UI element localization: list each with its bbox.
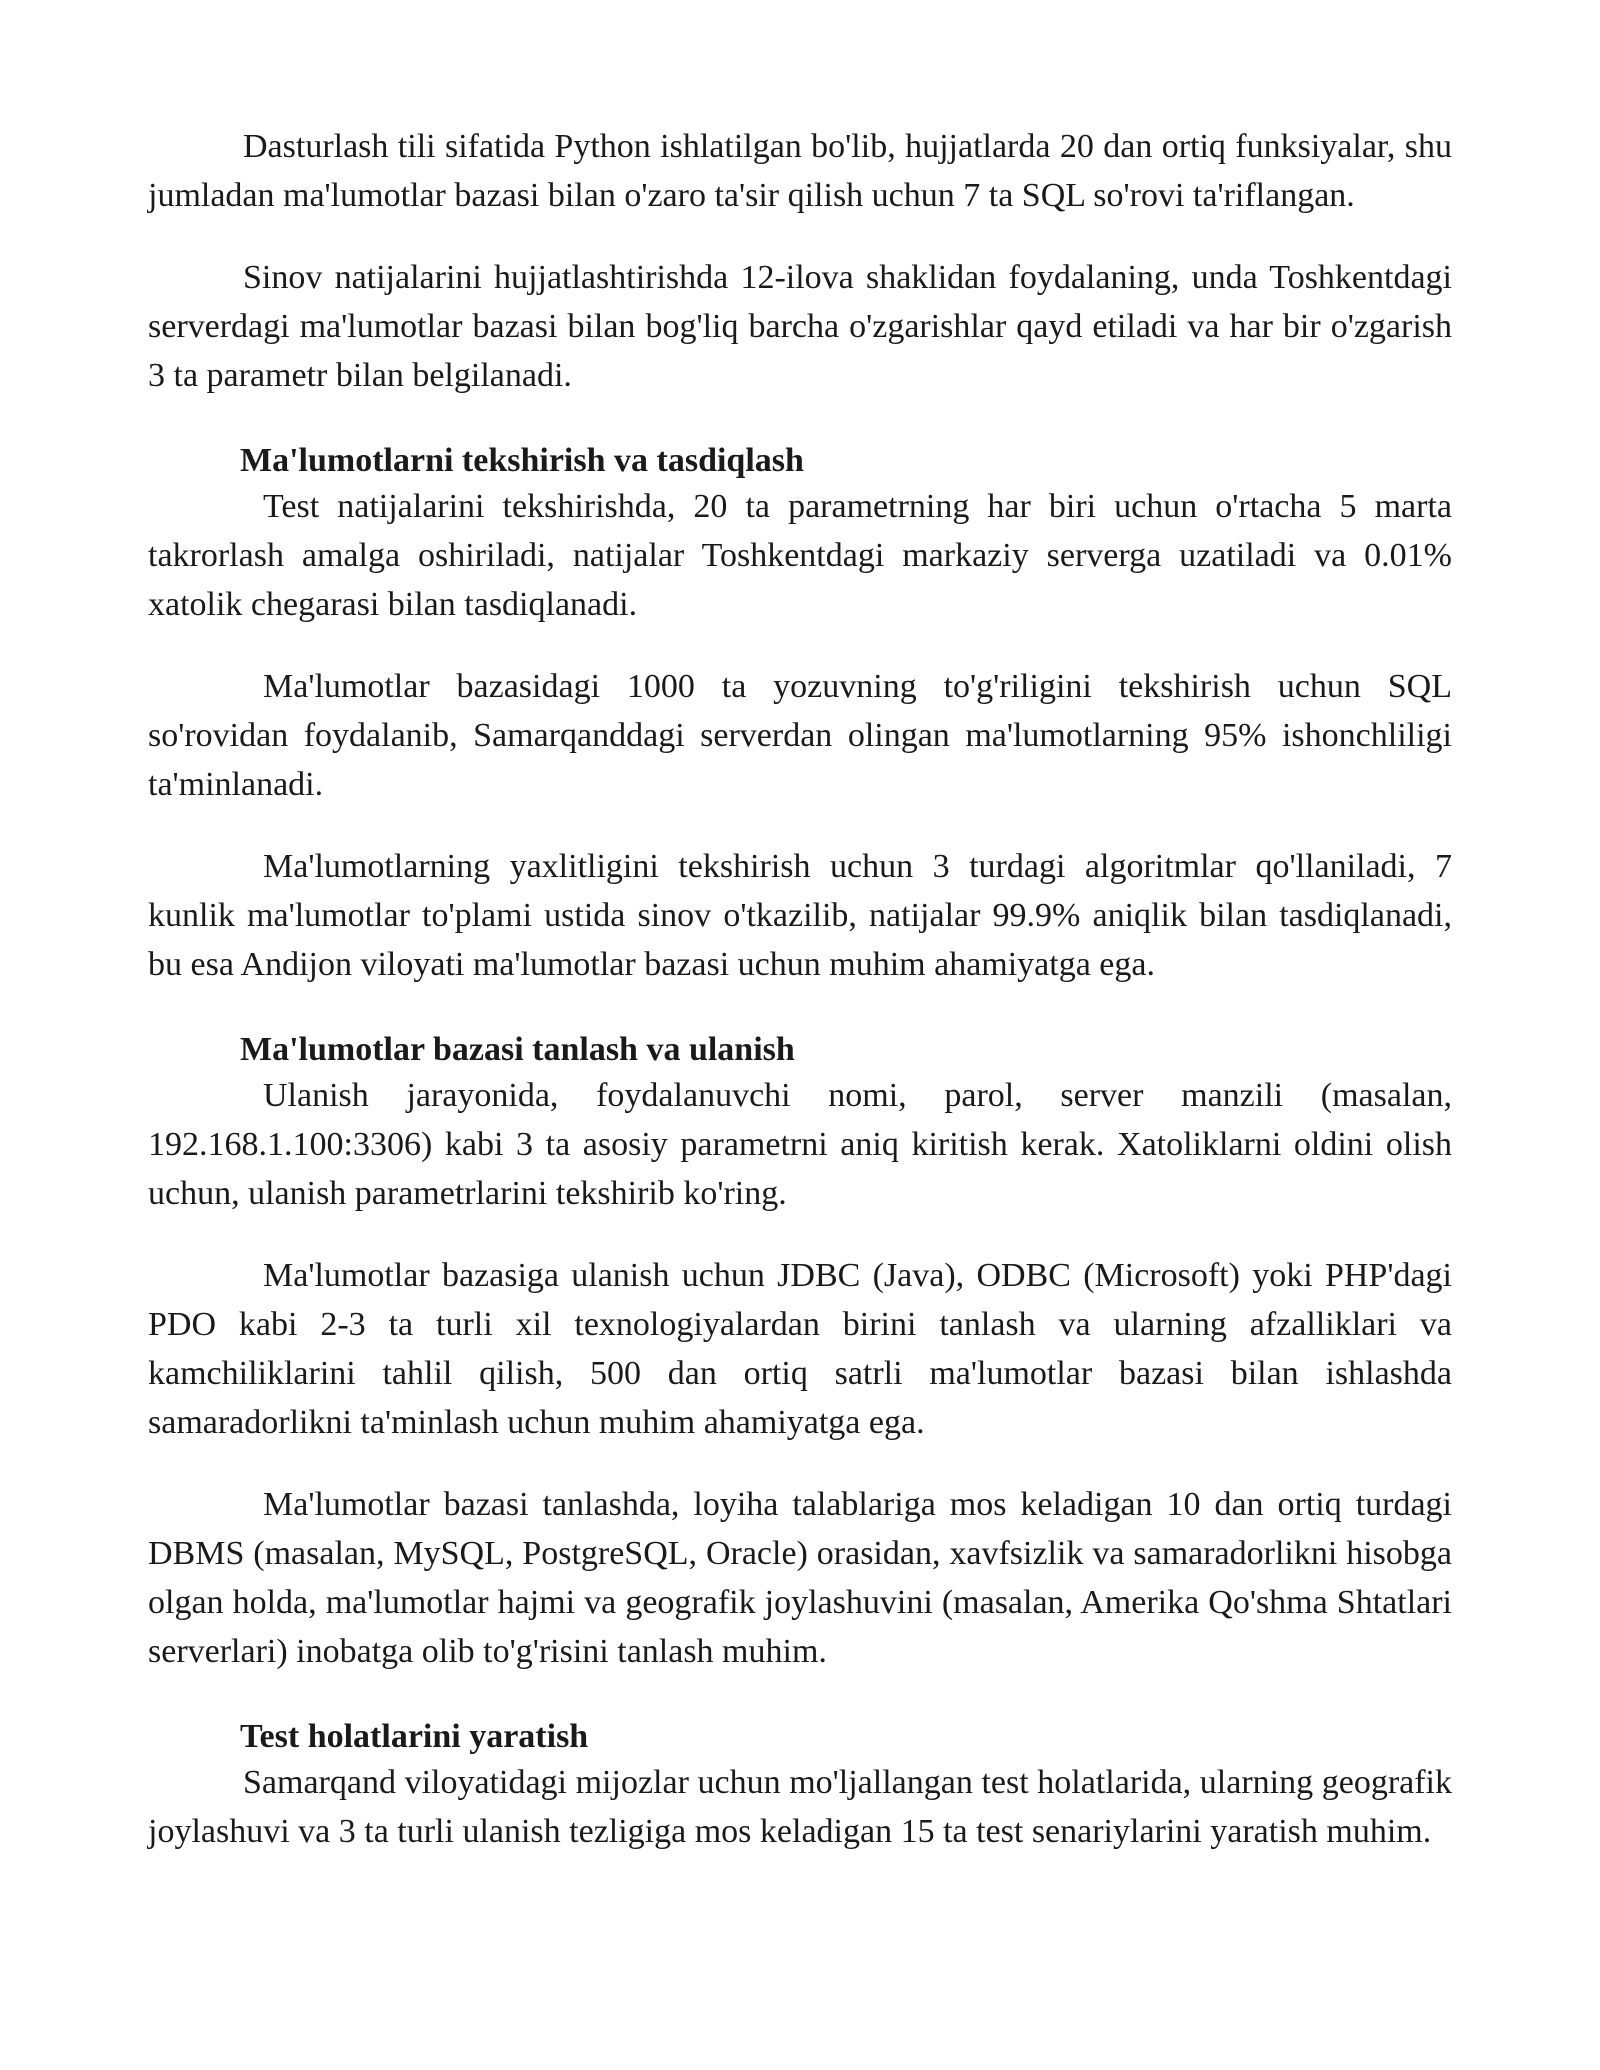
paragraph-connection-process: Ulanish jarayonida, foydalanuvchi nomi, parol, server manzili (masalan, 192.168.1.100:3306) kabi 3 ta asosiy parametrni aniq kiritish kerak. Xatoliklarni oldini olish uchun, ulanish parametrlarini tekshirib ko'ring. — [148, 1077, 1452, 1212]
paragraph-test-scenarios: Samarqand viloyatidagi mijozlar uchun mo'ljallangan test holatlarida, ularning geografik joylashuvi va 3 ta turli ulanish tezligiga mos keladigan 15 ta test senariylarini yaratish muhim. — [148, 1764, 1452, 1850]
heading-data-verification: Ma'lumotlarni tekshirish va tasdiqlash — [240, 442, 804, 479]
paragraph-connection-technologies: Ma'lumotlar bazasiga ulanish uchun JDBC (Java), ODBC (Microsoft) yoki PHP'dagi PDO kabi 2-3 ta turli xil texnologiyalardan birini tanlash va ularning afzalliklari va kamchiliklarini tahlil qilish, 500 dan ortiq satrli ma'lumotlar bazasi bilan ishlashda samaradorlikni ta'minlash uchun muhim ahamiyatga ega. — [148, 1257, 1452, 1441]
paragraph-data-integrity: Ma'lumotlarning yaxlitligini tekshirish uchun 3 turdagi algoritmlar qo'llaniladi, 7 kunlik ma'lumotlar to'plami ustida sinov o'tkazilib, natijalar 99.9% aniqlik bilan tasdiqlanadi, bu esa Andijon viloyati ma'lumotlar bazasi uchun muhim ahamiyatga ega. — [148, 848, 1452, 983]
heading-database-selection: Ma'lumotlar bazasi tanlash va ulanish — [240, 1031, 795, 1068]
paragraph-test-documentation: Sinov natijalarini hujjatlashtirishda 12-ilova shaklidan foydalaning, unda Toshkentdagi serverdagi ma'lumotlar bazasi bilan bog'liq barcha o'zgarishlar qayd etiladi va har bir o'zgarish 3 ta parametr bilan belgilanadi. — [148, 259, 1452, 394]
paragraph-test-results-verification: Test natijalarini tekshirishda, 20 ta parametrning har biri uchun o'rtacha 5 marta takrorlash amalga oshiriladi, natijalar Toshkentdagi markaziy serverga uzatiladi va 0.01% xatolik chegarasi bilan tasdiqlanadi. — [148, 488, 1452, 623]
document-page — [148, 122, 1452, 1856]
heading-test-cases: Test holatlarini yaratish — [240, 1718, 589, 1755]
paragraph-python-functions: Dasturlash tili sifatida Python ishlatilgan bo'lib, hujjatlarda 20 dan ortiq funksiyalar, shu jumladan ma'lumotlar bazasi bilan o'zaro ta'sir qilish uchun 7 ta SQL so'rovi ta'riflangan. — [148, 128, 1452, 214]
paragraph-dbms-selection: Ma'lumotlar bazasi tanlashda, loyiha talablariga mos keladigan 10 dan ortiq turdagi DBMS (masalan, MySQL, PostgreSQL, Oracle) orasidan, xavfsizlik va samaradorlikni hisobga olgan holda, ma'lumotlar hajmi va geografik joylashuvini (masalan, Amerika Qo'shma Shtatlari serverlari) inobatga olib to'g'risini tanlash muhim. — [148, 1486, 1452, 1670]
paragraph-record-accuracy: Ma'lumotlar bazasidagi 1000 ta yozuvning to'g'riligini tekshirish uchun SQL so'rovidan foydalanib, Samarqanddagi serverdan olingan ma'lumotlarning 95% ishonchliligi ta'minlanadi. — [148, 668, 1452, 803]
